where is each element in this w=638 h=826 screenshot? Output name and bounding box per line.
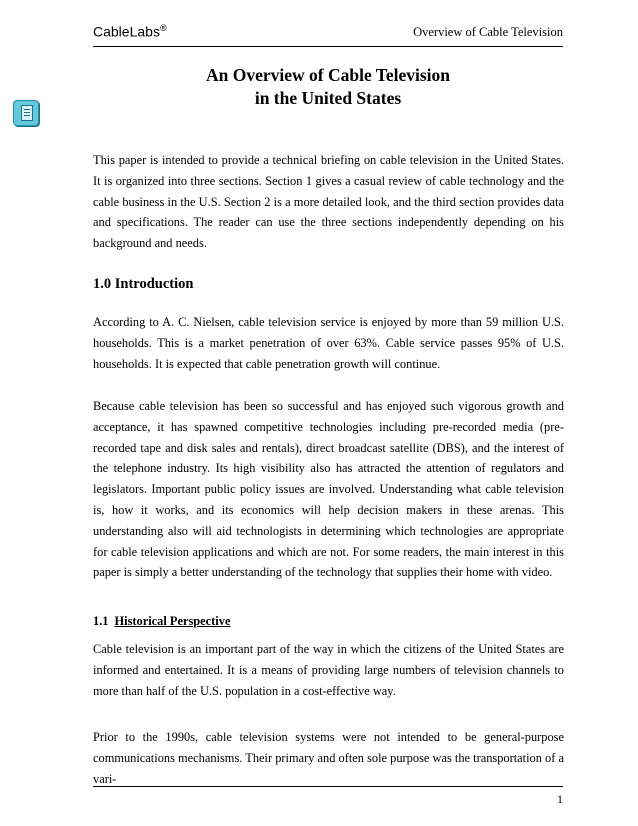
note-icon[interactable] — [13, 100, 39, 126]
header-brand: CableLabs® — [93, 23, 167, 40]
footer-rule — [93, 786, 563, 787]
registered-mark: ® — [159, 23, 167, 33]
intro-paragraph: This paper is intended to provide a technical briefing on cable television in the United States. It is organized into three sections. Section 1 gives a casual review of cable technology and the cable business in the U.S. Section 2 is a more detailed look, and the third section provides data and specifications. The reader can use the three sections independently depending on his background and needs. — [93, 153, 564, 251]
page-header — [93, 20, 563, 47]
page-number: 1 — [557, 792, 563, 806]
paragraph-competition: Because cable television has been so successful and has enjoyed such vigorous growth and acceptance, it has spawned competitive technologies including pre-recorded media (pre-recorded tape and disk sales and rentals), direct broadcast satellite (DBS), and the interest of the telephone industry. Its high visibility also has attracted the attention of regulators and legislators. Important public policy issues are involved. Understanding what cable television is, how it works, and its economics will help decision makers in these arenas. This understanding also will aid technologists in determining which technologies are appropriate for cable television applications and which are not. For some readers, the main interest in this paper is simply a better understanding of the technology that supplies their home with video. — [93, 399, 564, 580]
header-doc-title: Overview of Cable Television — [413, 25, 563, 39]
document-title — [93, 64, 563, 110]
subsection-number: 1.1 — [93, 614, 109, 628]
subsection-heading-historical — [93, 614, 230, 629]
subsection-title: Historical Perspective — [114, 614, 231, 628]
paragraph-cable-importance: Cable television is an important part of the way in which the citizens of the United States are informed and entertained. It is a means of providing large numbers of television channels to more than half of the U.S. population in a cost-effective way. — [93, 642, 564, 698]
paragraph-prior-1990s: Prior to the 1990s, cable television systems were not intended to be general-purpose communications mechanisms. Their primary and often sole purpose was the transportation of a vari- — [93, 730, 564, 786]
title-line-2: in the United States — [254, 88, 402, 108]
paragraph-nielsen: According to A. C. Nielsen, cable television service is enjoyed by more than 59 million U.S. households. This is a market penetration of over 63%. Cable service passes 95% of U.S. households. It is expected that cable penetration growth will continue. — [93, 315, 564, 371]
title-line-1: An Overview of Cable Television — [205, 65, 451, 85]
section-heading-introduction: 1.0 Introduction — [93, 276, 194, 292]
